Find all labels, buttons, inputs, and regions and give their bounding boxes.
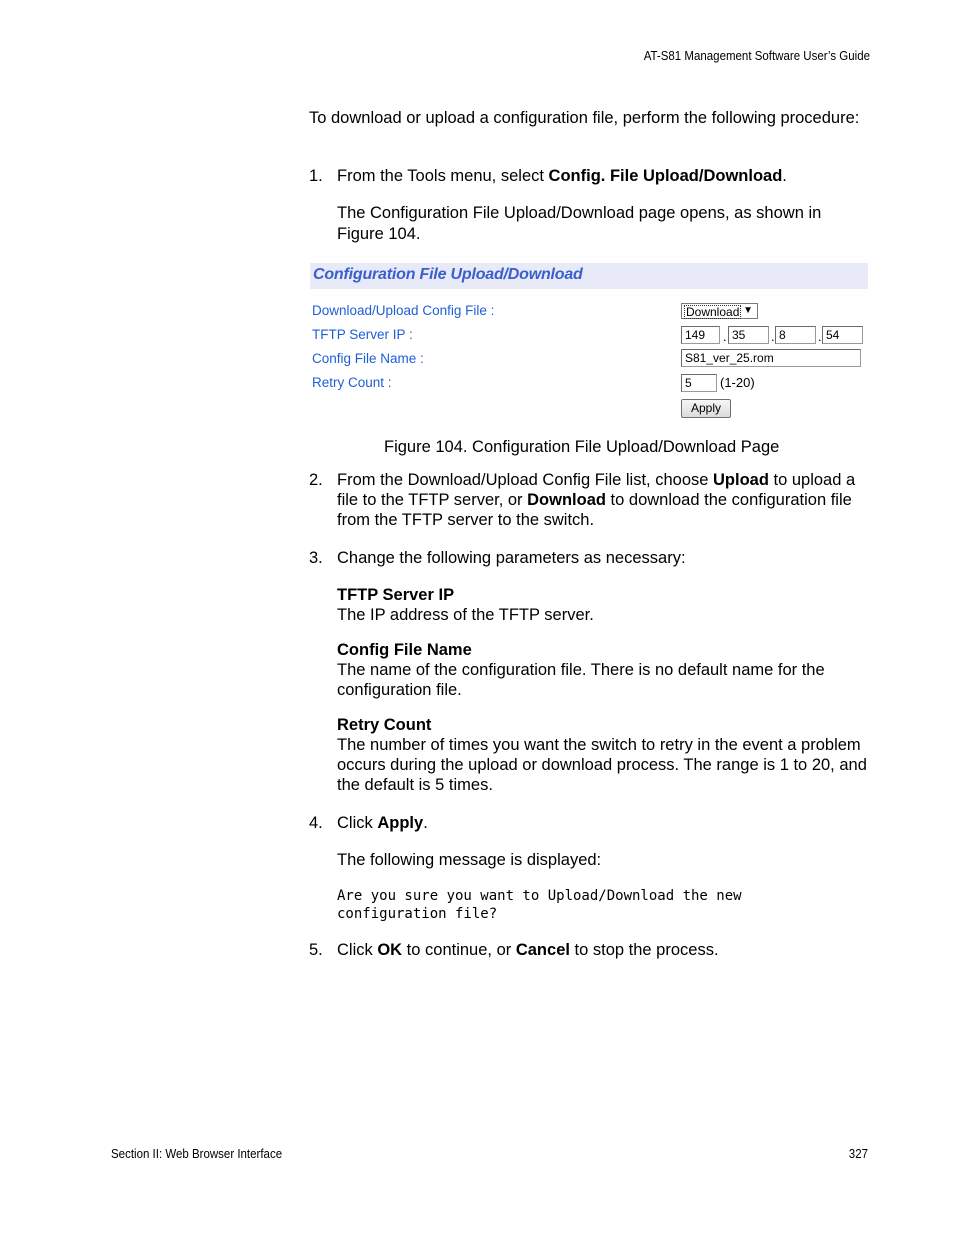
button-name: Cancel [515,941,570,959]
step-5-text [337,940,869,961]
param-description: The IP address of the TFTP server. [337,606,594,624]
step-1-note: The Configuration File Upload/Download page opens, as shown in Figure 104. [337,204,822,243]
step-text: to continue, or [402,941,516,959]
param-description: The number of times you want the switch to retry in the event a problem occurs during the upload or download process. The range is 1 to 20, and the default is 5 times. [337,736,867,794]
file-name-label: Config File Name : [312,351,424,366]
chevron-down-icon: ▼ [743,305,753,316]
retry-count-label: Retry Count : [312,375,392,390]
step-text: From the Download/Upload Config File list, choose [337,471,714,489]
param-name: Config File Name [337,641,472,659]
figure-page-title: Configuration File Upload/Download [313,266,583,283]
step-4-note: The following message is displayed: [337,851,602,869]
ip-separator: . [771,329,775,344]
step-2-text [337,470,870,530]
intro-paragraph: To download or upload a configuration file, perform the following procedure: [309,109,860,127]
step-text: to upload a file to the TFTP server, or [337,471,856,509]
step-4-text [337,813,869,834]
guide-title: AT-S81 Management Software User’s Guide [643,49,870,63]
button-name: OK [377,941,403,959]
step-number: 3. [309,549,323,567]
step-number: 4. [309,814,323,832]
mode-select-value: Download [686,305,740,319]
page-number: 327 [848,1147,868,1161]
button-name: Apply [377,814,424,832]
server-ip-label: TFTP Server IP : [312,327,413,342]
step-1-text [337,166,869,187]
ip-octet-1-input[interactable]: 149 [681,326,720,344]
step-text: . [782,167,787,185]
mode-select[interactable] [681,303,758,319]
menu-item-name: Config. File Upload/Download [548,167,783,185]
step-text: . [423,814,428,832]
step-text: to stop the process. [569,941,719,959]
apply-button[interactable]: Apply [681,399,731,418]
step-text: Click [337,814,378,832]
step-3-text: Change the following parameters as necessary: [337,549,686,567]
message-line: configuration file? [337,906,498,922]
ip-separator: . [818,329,822,344]
step-number: 1. [309,167,323,185]
step-number: 5. [309,941,323,959]
ip-octet-3-input[interactable]: 8 [775,326,816,344]
step-text: From the Tools menu, select [337,167,549,185]
message-line: Are you sure you want to Upload/Download the new [337,888,742,904]
param-name: Retry Count [337,716,432,734]
step-text: Click [337,941,378,959]
ip-octet-4-input[interactable]: 54 [822,326,863,344]
step-text: to download the configuration file from the TFTP server to the switch. [337,491,852,529]
option-name: Upload [713,471,769,489]
retry-range-hint: (1-20) [720,375,755,390]
mode-label: Download/Upload Config File : [312,303,495,318]
footer-section: Section II: Web Browser Interface [111,1147,283,1161]
config-file-name-input[interactable]: S81_ver_25.rom [681,349,861,367]
ip-separator: . [723,329,727,344]
step-number: 2. [309,471,323,489]
ip-octet-2-input[interactable]: 35 [728,326,769,344]
param-description: The name of the configuration file. There is no default name for the configuration file. [337,661,825,699]
figure-caption: Figure 104. Configuration File Upload/Download Page [384,438,780,456]
retry-count-input[interactable]: 5 [681,374,717,392]
param-name: TFTP Server IP [337,586,455,604]
option-name: Download [527,491,606,509]
